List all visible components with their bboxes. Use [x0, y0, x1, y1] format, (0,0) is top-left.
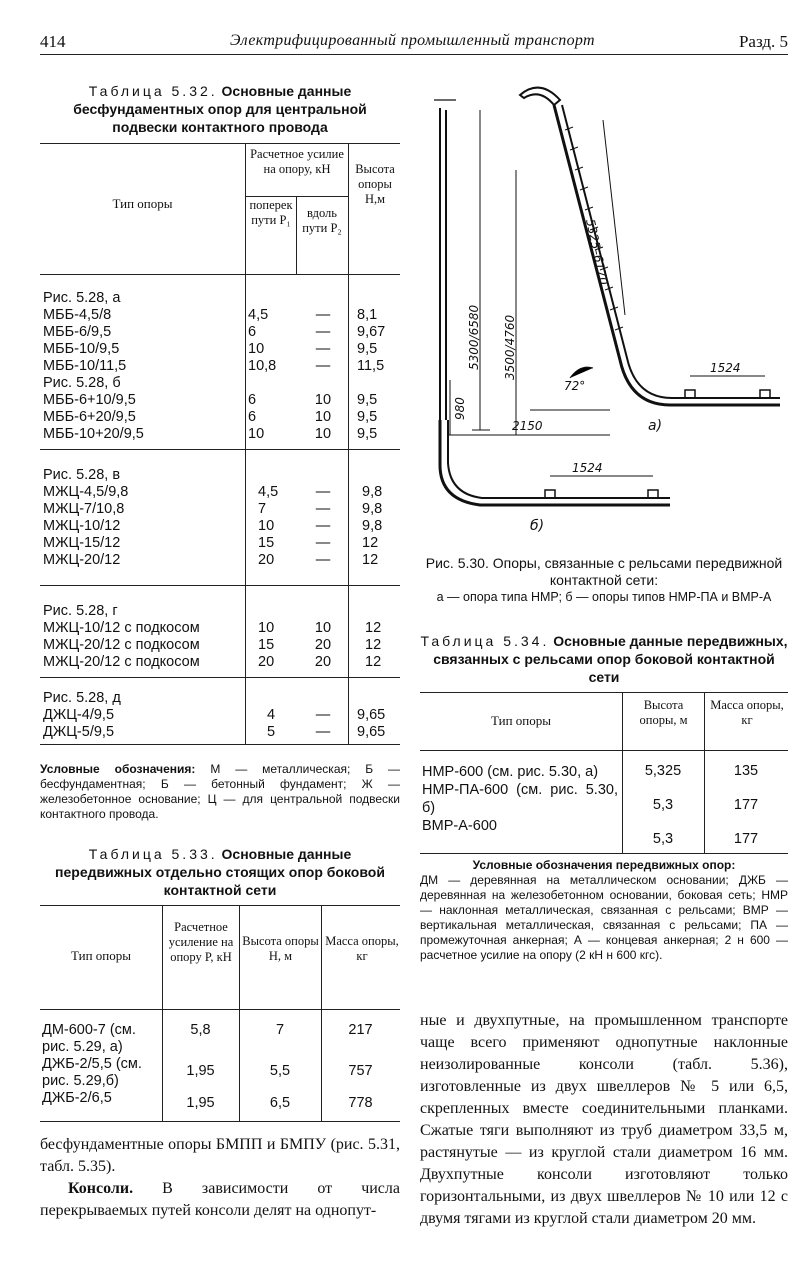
col-force: Расчетное усилие на опору, кН [250, 147, 344, 176]
right-body-text: ные и двухпутные, на промышленном транспорте чаще всего применяют однопутные наклонные неизолированные консоли (табл. 5.36), изготовленные из двух швеллеров № 5 или 6,5, скрепленных вместе соединительными планками. Сжатые тяги выполняют из труб диаметром 33,5 м, растянутые — из круглой стали диаметром 16 мм. Двухпутные консоли изготовляют только горизонтальными, из двух швеллеров № 10 или 12 с двумя тягами из круглой стали диаметром 20 мм. [420, 1012, 788, 1227]
table-row: МББ-10+20/9,5 [43, 426, 144, 442]
group-g-p2: 10 20 20 [314, 620, 332, 670]
col-across: поперек пути P₁ [249, 198, 293, 227]
figure-530-caption-sub: а — опора типа НМР; б — опоры типов НМР-ПА и ВМР-А [436, 590, 772, 604]
col-along: вдоль пути P₂ [302, 206, 342, 235]
table-row: ДМ-600-7 (см. рис. 5.29, а) [42, 1022, 136, 1055]
group-a-p2: — — — — 10 10 10 [314, 307, 332, 442]
table-row: ДЖБ-2/5,5 (см. рис. 5.29,б) [42, 1056, 142, 1089]
table-534: Тип опоры Высота опоры, м Масса опоры, кг НМР-600 (см. рис. 5.30, а) НМР-ПА-600 (см. рис. 5.30, б) ВМР-А-600 5,325 5,3 5,3 135 177 177 [420, 692, 788, 854]
col-height: Высота опоры H,м [355, 162, 395, 206]
group-v-p1: 4,5 7 10 15 20 [258, 484, 279, 568]
table-row: ДЖБ-2/6,5 [42, 1090, 112, 1106]
running-title: Электрифицированный промышленный транспорт [230, 32, 595, 49]
table-533: Тип опоры Расчетное усиление на опору P, кН Высота опоры H, м Масса опоры, кг ДМ-600-7 (см. рис. 5.29, а) ДЖБ-2/5,5 (см. рис. 5.29,б) ДЖБ-2/6,5 5,8 1,95 1,95 7 5,5 6,5 217 757 778 [40, 905, 400, 1122]
group-g-types [43, 603, 243, 671]
dim-label: 5325–6170 [583, 217, 611, 287]
label-b: б) [530, 518, 545, 534]
group-g-p1: 10 15 20 [258, 620, 275, 670]
group-d-types [43, 690, 243, 741]
table-row: НМР-600 (см. рис. 5.30, а) [422, 764, 599, 780]
group-d-p1: 4 5 [267, 707, 276, 740]
group-v-h: 9,8 9,8 9,8 12 12 [362, 484, 383, 568]
table-row: ДЖЦ-4/9,5 [43, 707, 115, 723]
group-fig: Рис. 5.28, д [43, 690, 121, 706]
table-row: МББ-10/11,5 [43, 358, 127, 374]
group-d-h: 9,65 9,65 [357, 707, 386, 740]
dim-label: 3500/4760 [503, 314, 517, 380]
table-row: МЖЦ-10/12 [43, 518, 121, 534]
table-row: ВМР-А-600 [422, 818, 497, 834]
group-fig: Рис. 5.28, а [43, 290, 121, 306]
table-row: МББ-10/9,5 [43, 341, 120, 357]
group-fig: Рис. 5.28, б [43, 375, 121, 391]
page-number: 414 [40, 32, 66, 51]
table-row: МЖЦ-15/12 [43, 535, 121, 551]
col-type: Тип опоры [71, 948, 131, 963]
table-532-header [40, 143, 400, 275]
dim-label: 1524 [572, 461, 603, 475]
table-row: МЖЦ-10/12 с подкосом [43, 620, 200, 636]
group-a-types [43, 290, 243, 443]
table-row: ДЖЦ-5/9,5 [43, 724, 115, 740]
dim-label: 72° [564, 379, 586, 393]
table-534-note: Условные обозначения передвижных опор: ДМ — деревянная на металлическом основании; ДЖБ — деревянная на железобетонном основании, боковая сеть; НМР — наклонная металлическая, связанная с рельсами; ВМР — вертикальная металлическая, связанная с рельсами; ПА — промежуточная анкерная; А — концевая анкерная; 2 н 600 — расчетное усилие на опору (2 кН н 600 кгс). [420, 858, 788, 962]
table-row: МЖЦ-20/12 с подкосом [43, 637, 200, 653]
col-mass: Масса опоры, кг [325, 934, 399, 963]
table-row: МЖЦ-20/12 с подкосом [43, 654, 200, 670]
figure-530 [420, 80, 800, 550]
table-row: МЖЦ-4,5/9,8 [43, 484, 129, 500]
table-534-title: Таблица 5.34. Основные данные передвижных, связанных с рельсами опор боковой контактной сети [420, 633, 788, 685]
group-v-types [43, 467, 243, 569]
table-532-title: Таблица 5.32. Основные данные бесфундаментных опор для центральной подвески контактного провода [73, 83, 367, 135]
group-a-h: 8,1 9,67 9,5 11,5 9,5 9,5 9,5 [357, 307, 386, 442]
section-label: Разд. 5 [738, 32, 788, 51]
col-mass: Масса опоры, кг [710, 698, 784, 727]
group-fig: Рис. 5.28, в [43, 467, 121, 483]
group-g-h: 12 12 12 [365, 620, 382, 670]
group-d-p2: — — [315, 707, 331, 740]
table-row: МББ-4,5/8 [43, 307, 112, 323]
table-row: НМР-ПА-600 (см. рис. 5.30, б) [422, 782, 618, 816]
dim-label: 5300/6580 [467, 304, 481, 370]
col-type: Тип опоры [112, 196, 173, 211]
col-height: Высота опоры H, м [242, 934, 319, 963]
page-header [40, 28, 788, 55]
table-row: МЖЦ-7/10,8 [43, 501, 125, 517]
col-force: Расчетное усиление на опору P, кН [168, 920, 234, 964]
table-row: МББ-6+20/9,5 [43, 409, 136, 425]
group-fig: Рис. 5.28, г [43, 603, 118, 619]
dim-label: 2150 [512, 419, 543, 433]
dim-label: 1524 [710, 361, 741, 375]
dim-label: 980 [453, 397, 467, 420]
table-row: МББ-6/9,5 [43, 324, 112, 340]
table-532-note: Условные обозначения: М — металлическая; Б — бесфундаментная; Б — бетонный фундамент; Ж — железобетонное основание; Ц — для центральной подвески контактного провода. [40, 762, 401, 821]
figure-530-caption: Рис. 5.30. Опоры, связанные с рельсами передвижной контактной сети: [425, 555, 783, 588]
group-a-p1: 4,5 6 10 10,8 6 6 10 [248, 307, 277, 442]
group-v-p2: — — — — — [315, 484, 331, 568]
table-row: МББ-6+10/9,5 [43, 392, 136, 408]
label-a: а) [648, 418, 663, 434]
table-row: МЖЦ-20/12 [43, 552, 121, 568]
table-533-title: Таблица 5.33. Основные данные передвижных отдельно стоящих опор боковой контактной сети [55, 846, 385, 898]
col-height: Высота опоры, м [639, 698, 688, 727]
col-type: Тип опоры [491, 713, 551, 728]
left-body-text: бесфундаментные опоры БМПП и БМПУ (рис. 5.31, табл. 5.35). Консоли. В зависимости от числа перекрываемых путей консоли делят на однопут- [40, 1136, 400, 1219]
